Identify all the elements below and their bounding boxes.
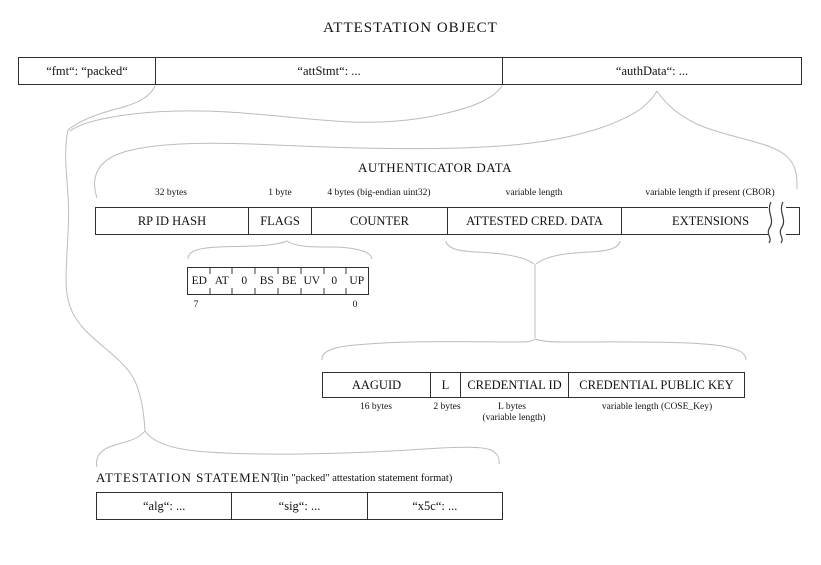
size-note-credential-id: (variable length) (482, 413, 546, 423)
size-label-rp-id-hash: 32 bytes (155, 188, 187, 198)
flag-bit-rfu1: 0 (241, 275, 248, 287)
x5c-box: “x5c“: ... (412, 498, 458, 513)
flag-bit-ed: ED (191, 275, 207, 287)
flags-box: FLAGS (249, 208, 312, 234)
fmt-box: “fmt“: “packed“ (19, 58, 156, 84)
size-label-extensions: variable length if present (CBOR) (645, 188, 775, 198)
flag-bit-up: UP (349, 275, 365, 287)
credential-public-key-box: CREDENTIAL PUBLIC KEY (579, 377, 734, 392)
attested-cred-data-box: ATTESTED CRED. DATA (448, 208, 622, 234)
size-label-attested-cred-data: variable length (505, 188, 563, 198)
size-label-credential-id: L bytes (498, 402, 526, 412)
aaguid-box: AAGUID (323, 373, 431, 397)
attestation-statement-row (96, 492, 503, 520)
flag-bit-bs: BS (259, 275, 274, 287)
flag-bit-at: AT (214, 275, 229, 287)
flags-lsb-label: 0 (352, 300, 358, 310)
size-label-credential-public-key: variable length (COSE_Key) (601, 402, 713, 412)
rp-id-hash-box: RP ID HASH (96, 208, 249, 234)
size-label-aaguid: 16 bytes (360, 402, 392, 412)
alg-box: “alg“: ... (97, 493, 232, 519)
counter-box: COUNTER (312, 208, 448, 234)
length-box: L (431, 373, 461, 397)
attestation-statement-brace (97, 431, 500, 467)
flag-bit-be: BE (281, 275, 297, 287)
authenticator-data-row (95, 207, 800, 235)
credential-id-box: CREDENTIAL ID (461, 373, 569, 397)
attestation-object-row (18, 57, 802, 85)
attested-cred-data-connector (322, 241, 746, 360)
attestation-statement-subtitle: (in "packed" attestation statement format) (277, 473, 453, 484)
flag-bit-rfu2: 0 (331, 275, 338, 287)
authdata-box: “authData“: ... (615, 63, 689, 78)
size-label-l: 2 bytes (433, 402, 461, 412)
attstmt-box: “attStmt“: ... (156, 58, 503, 84)
size-label-flags: 1 byte (268, 188, 292, 198)
flag-bit-uv: UV (303, 275, 321, 287)
page-title: ATTESTATION OBJECT (323, 20, 498, 36)
flags-msb-label: 7 (193, 300, 199, 310)
attested-credential-data-row (322, 372, 745, 398)
flags-brace (188, 241, 372, 259)
attestation-statement-title: ATTESTATION STATEMENT (96, 470, 280, 485)
authdata-brace (95, 91, 797, 198)
extensions-box: EXTENSIONS (671, 213, 750, 228)
sig-box: “sig“: ... (232, 493, 367, 519)
authenticator-data-title: AUTHENTICATOR DATA (358, 160, 512, 175)
size-label-counter: 4 bytes (big-endian uint32) (327, 188, 431, 198)
flags-bit-field (187, 267, 369, 295)
